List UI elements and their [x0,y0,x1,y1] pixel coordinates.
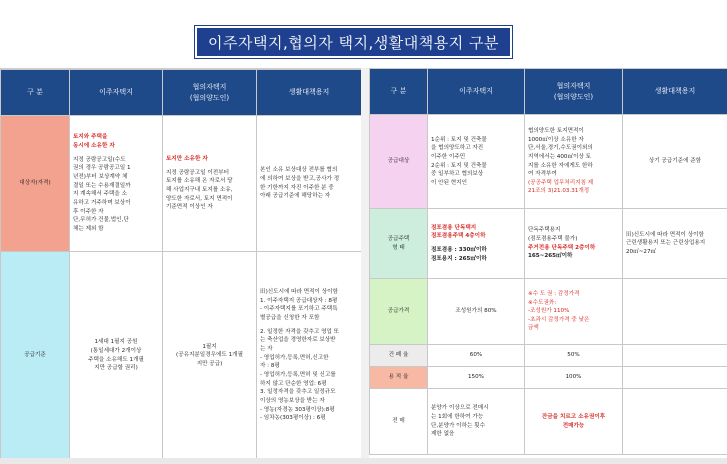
right-comparison-table [369,68,727,455]
cell-text: 점포겸용 : 330㎡이하 점포용지 : 265㎡이하 [431,247,487,262]
cell-livelihood-price [623,279,727,345]
highlight-text: 잔금을 치르고 소유권이후 전매가능 [541,413,606,429]
row-label-supply-standard: 공급기준 [1,252,70,460]
cell-text: 1세대 1필지 공원 (통일세대가 2개이상 주택을 소유해도 1개필 지만 공급할 권리) [88,339,144,372]
cell-negotiator-housing [525,209,623,279]
cell-livelihood-coverage [623,345,727,367]
cell-negotiator-target [525,115,623,209]
cell-relocation-supply [70,252,163,460]
right-comparison-panel [369,68,727,460]
cell-negotiator-eligibility [163,116,257,252]
table-row [370,209,727,279]
row-label-floor-area-ratio: 용 적 율 [370,367,428,389]
cell-text: 분양가 이상으로 전매시 는 1회에 한하여 가능 단,분양가 이하는 횟수 제한 없음 [431,405,489,438]
header-category: 구 분 [1,70,70,116]
bottom-edge [0,458,727,464]
cell-relocation-housing [428,209,525,279]
left-comparison-panel [0,68,361,460]
header-negotiator-lot: 협의자택지 (협의양도인) [525,69,623,115]
panel-divider [361,68,369,464]
cell-livelihood-eligibility [257,116,362,252]
cell-text: 1순위 : 토지 및 건축물 을 협의양도하고 자진 이주한 이주민 2순위 : 토지 및 건축물 중 일부하고 협의보상 이 안된 현지인 [431,136,487,186]
cell-text: 田)신도시에 따라 면적이 상이함 1. 이주자택지 공급대상자 : 8평 - 이주자택지를 포기하고 주택특 별공급을 신청한 자 포함 [260,289,338,322]
table-row [370,345,727,367]
cell-text: 165~265㎡이하 [528,253,573,260]
cell-text: 1필지 (공유지분일경우에도 1개필 지만 공급) [176,343,243,367]
row-label-supply-target: 공급대상 [370,115,428,209]
cell-relocation-far: 150% [428,367,525,389]
highlight-text: (공공주택 업무처리지침 제 21조의 3)21.03.31개정 [528,179,594,195]
row-label-coverage-ratio: 건 폐 율 [370,345,428,367]
table-header-row [370,69,727,115]
cell-relocation-target [428,115,525,209]
cell-livelihood-resale [623,389,727,455]
header-livelihood-land: 생활대책용지 [623,69,727,115]
table-row [370,279,727,345]
cell-negotiator-far: 100% [525,367,623,389]
header-livelihood-land: 생활대책용지 [257,70,362,116]
cell-relocation-resale [428,389,525,455]
cell-text: 본인 소유 보상대상 전부를 협의 에 의하여 보상을 받고,공사가 정 한 기한까지 자진 이주한 분 중 아래 공급기준에 해당하는 자 [260,167,340,200]
row-label-resale: 전 매 [370,389,428,455]
cell-livelihood-far [623,367,727,389]
cell-text: 지정 공람공고일 이전부터 토지를 소유해 온 자로서 당 해 사업지구내 토지를 소유, 양도한 자로서, 토지 면적이 기준면적 이상인 자 [166,169,233,211]
cell-negotiator-coverage: 50% [525,345,623,367]
left-comparison-table [0,69,362,460]
table-row [370,115,727,209]
cell-negotiator-supply [163,252,257,460]
table-row [370,389,727,455]
row-label-eligibility: 대상자(자격) [1,116,70,252]
highlight-text: 주거전용 단독주택 2층이하 [528,244,596,251]
cell-relocation-price: 조성원가의 80% [428,279,525,345]
cell-text: 단독주택용지 (점포겸용주택 불가) [528,227,578,242]
table-row [1,116,362,252]
header-relocation-lot: 이주자택지 [70,70,163,116]
header-negotiator-lot: 협의자택지 (협의양도인) [163,70,257,116]
cell-livelihood-target: 상기 공급기준에 준함 [623,115,727,209]
table-row [370,367,727,389]
cell-text: 田)신도시에 따라 면적이 상이함 근린생활용지 또는 근린상업용지 20㎡~27㎡ [626,231,706,255]
row-label-housing-type: 공급주택 형 태 [370,209,428,279]
highlight-text: 토지와 주택을 동시에 소유한 자 [73,134,115,150]
table-header-row [1,70,362,116]
header-relocation-lot: 이주자택지 [428,69,525,115]
highlight-text: 토지만 소유한 자 [166,156,208,163]
cell-text: 2. 일정한 자격을 갖추고 영업 또 는 축산업을 경영한자로 보상받 는 자 - 영업허가,등록,면허,신고한 자 : 8평 - 영업허가,등록,면허 및 신고를 하지 않고 단순한 영업: 6평 3. 일정자격을 갖추고 일정규모 이상의 영농보상을 받는 자 - 영농(자경농 303평이상):8평 - 임차농(303평이상) : 6평 [260,328,340,422]
highlight-text: ※수 도 권 : 감정가격 ※수도권外: -조성원가 110% -초과시 감정가격 중 낮은 금액 [528,290,590,332]
header-category: 구 분 [370,69,428,115]
cell-livelihood-supply [257,252,362,460]
cell-text: 협의양도한 토지면적이 1000㎡이상 소유한 자 단,서울,경기,수도권이외의 지역에서는 400㎡이상 토 지를 소유한 자에게도 한하 여 자격부여 [528,127,593,178]
page-title: 이주자택지,협의자 택지,생활대책용지 구분 [197,28,510,56]
highlight-text: 점포겸용 단독택지 점포겸용주택 4층이하 [431,224,486,240]
table-row [1,252,362,460]
cell-livelihood-housing [623,209,727,279]
cell-text: 지정 공람공고일(수도 권의 경우 공람공고일 1 년전)부터 보상계약 체 결일 또는 수용재결일까 지 계속해서 주택을 소 유하고 거주하며 보상이 후 이주한 자 단,무허가 건물,법인,단 체는 제외 함 [73,156,131,232]
cell-relocation-coverage: 60% [428,345,525,367]
row-label-supply-price: 공급가격 [370,279,428,345]
cell-relocation-eligibility [70,116,163,252]
cell-negotiator-resale [525,389,623,455]
cell-negotiator-price [525,279,623,345]
